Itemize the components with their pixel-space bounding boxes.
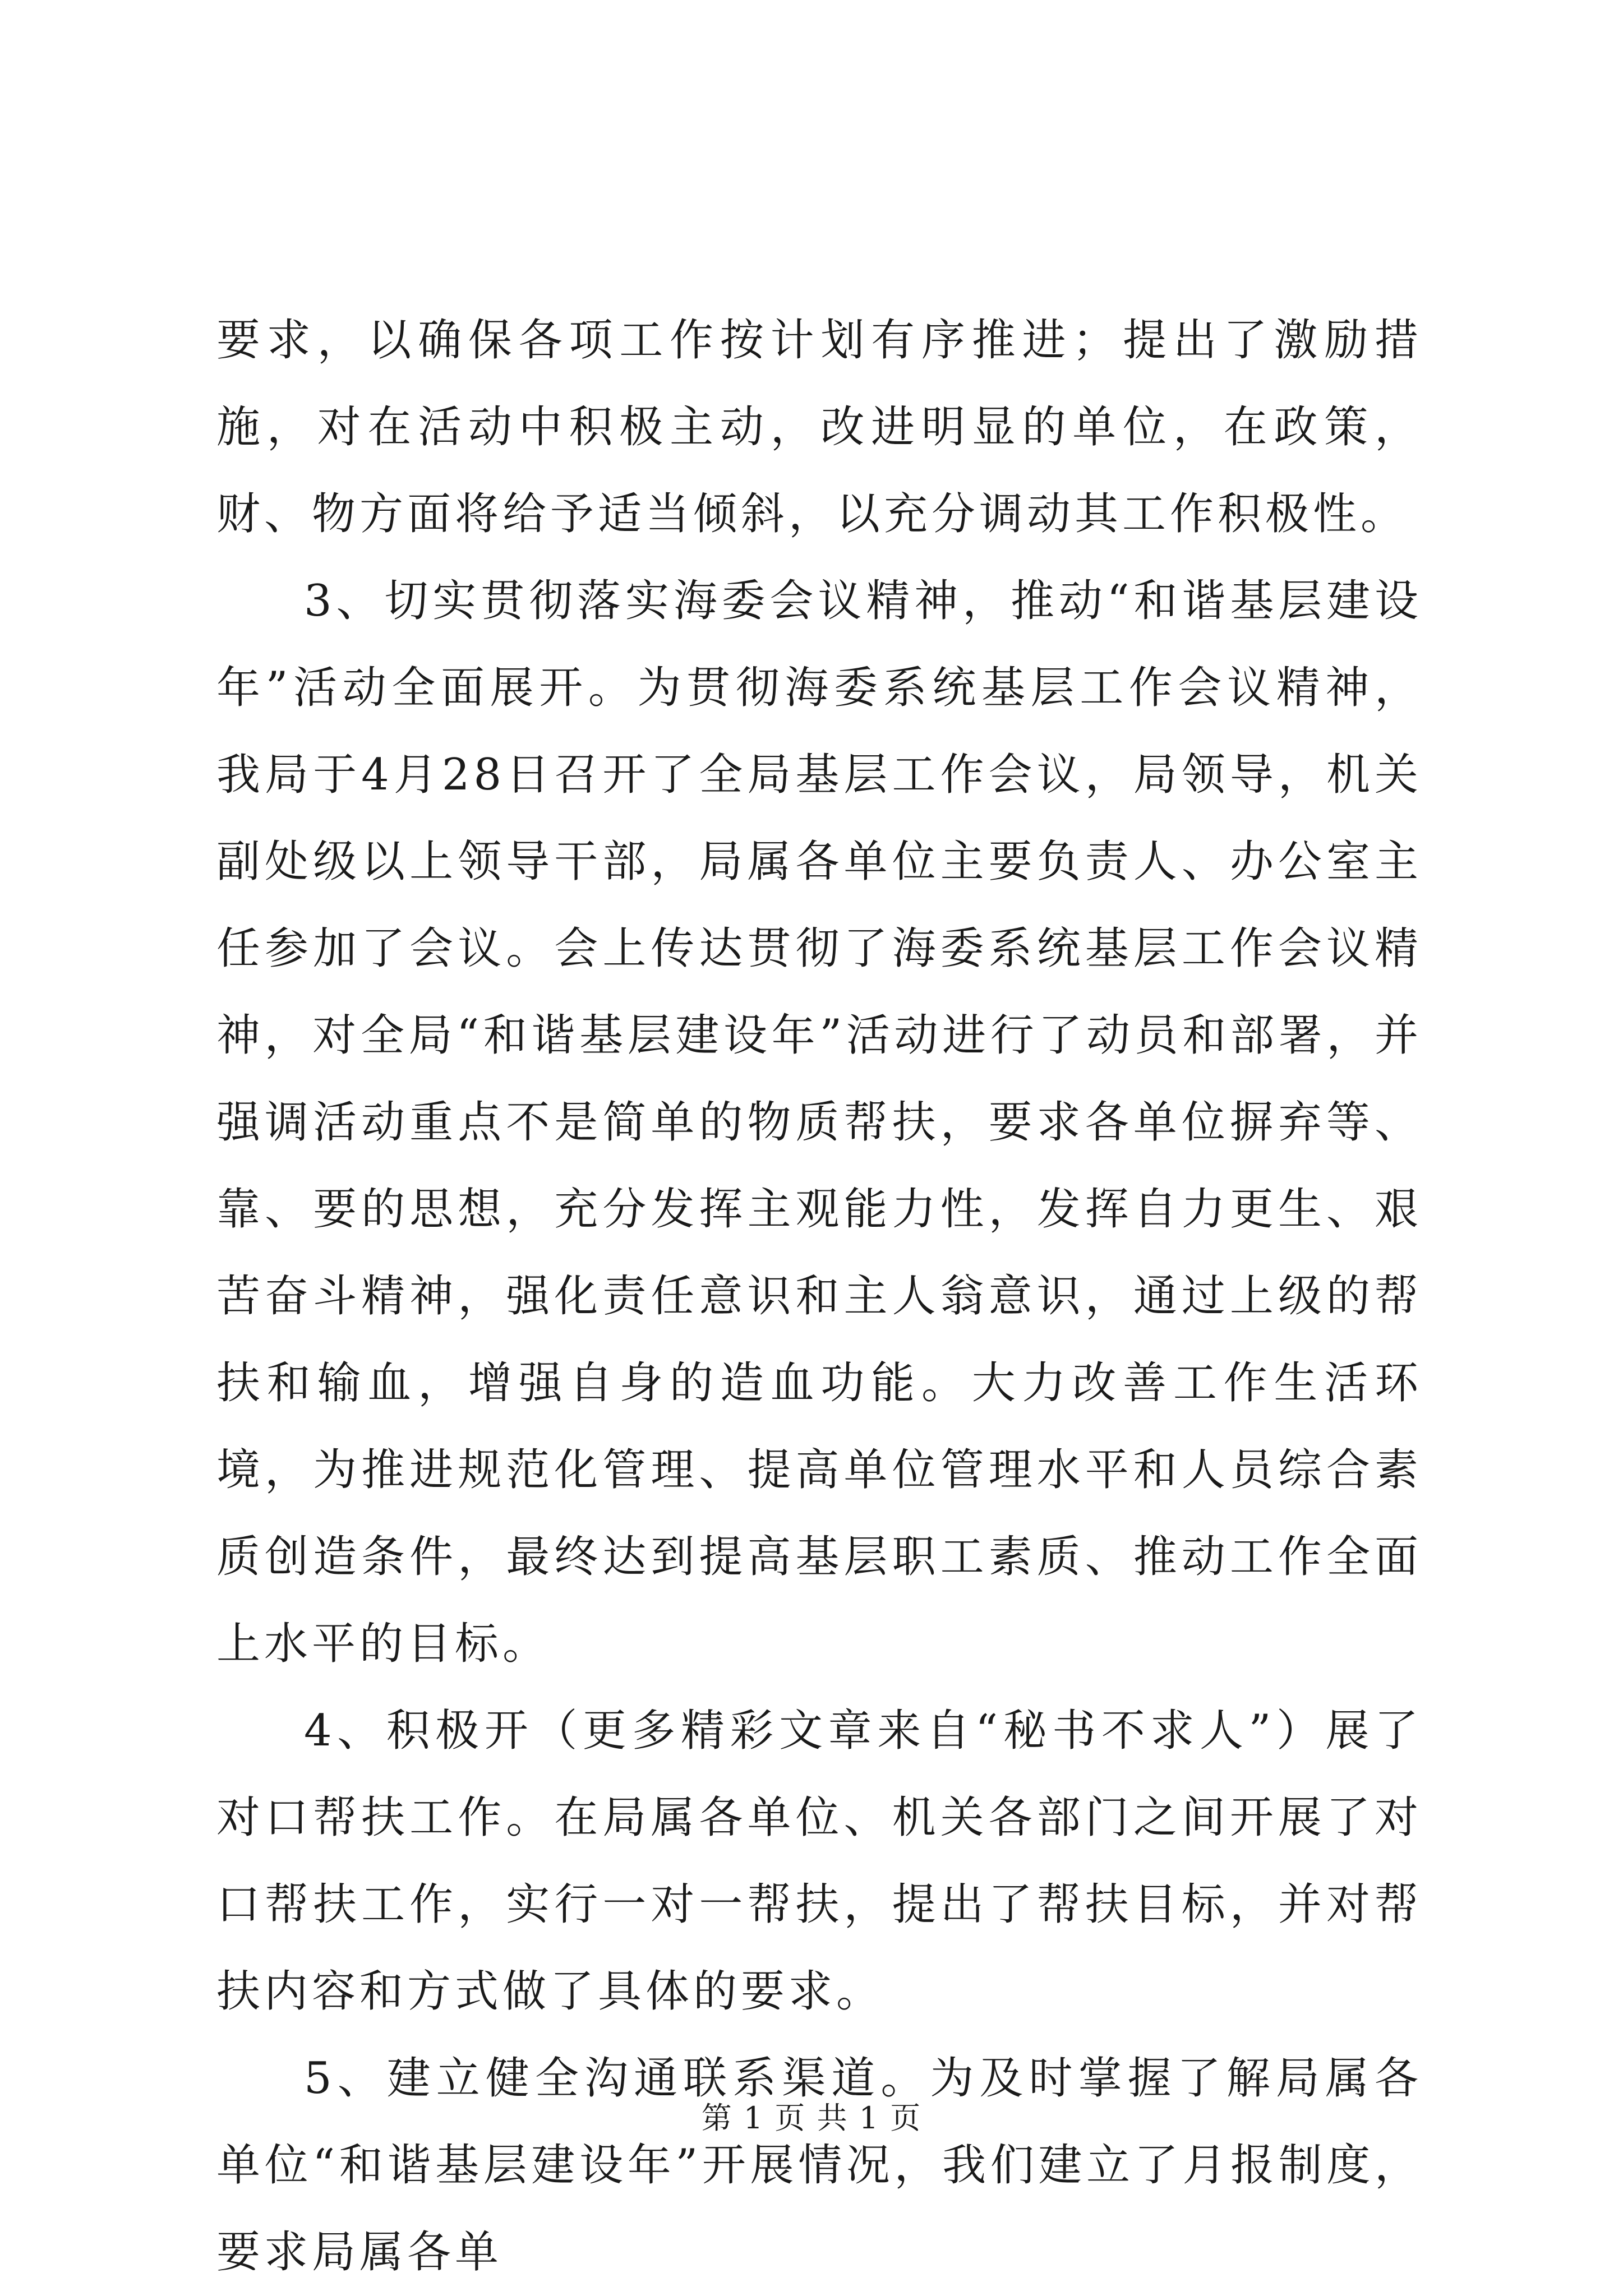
paragraph-2: 3、切实贯彻落实海委会议精神，推动“和谐基层建设年”活动全面展开。为贯彻海委系统基层工作会议精神，我局于4月28日召开了全局基层工作会议，局领导，机关副处级以上领导干部，局属各单位主要负责人、办公室主任参加了会议。会上传达贯彻了海委系统基层工作会议精神，对全局“和谐基层建设年”活动进行了动员和部署，并强调活动重点不是简单的物质帮扶，要求各单位摒弃等、靠、要的思想，充分发挥主观能力性，发挥自力更生、艰苦奋斗精神，强化责任意识和主人翁意识，通过上级的帮扶和输血，增强自身的造血功能。大力改善工作生活环境，为推进规范化管理、提高单位管理水平和人员综合素质创造条件，最终达到提高基层职工素质、推动工作全面上水平的目标。 bbox=[216, 576, 1422, 1669]
paragraph-4: 5、建立健全沟通联系渠道。为及时掌握了解局属各单位“和谐基层建设年”开展情况，我们建立了月报制度，要求局属各单 bbox=[216, 2053, 1422, 2277]
paragraph-1: 要求，以确保各项工作按计划有序推进；提出了激励措施，对在活动中积极主动，改进明显的单位，在政策，财、物方面将给予适当倾斜，以充分调动其工作积极性。 bbox=[216, 315, 1422, 539]
document-body bbox=[216, 297, 1422, 2296]
page-footer: 第 1 页 共 1 页 bbox=[701, 2100, 922, 2136]
paragraph-3: 4、积极开（更多精彩文章来自“秘书不求人”）展了对口帮扶工作。在局属各单位、机关各部门之间开展了对口帮扶工作，实行一对一帮扶，提出了帮扶目标，并对帮扶内容和方式做了具体的要求。 bbox=[216, 1706, 1422, 2017]
